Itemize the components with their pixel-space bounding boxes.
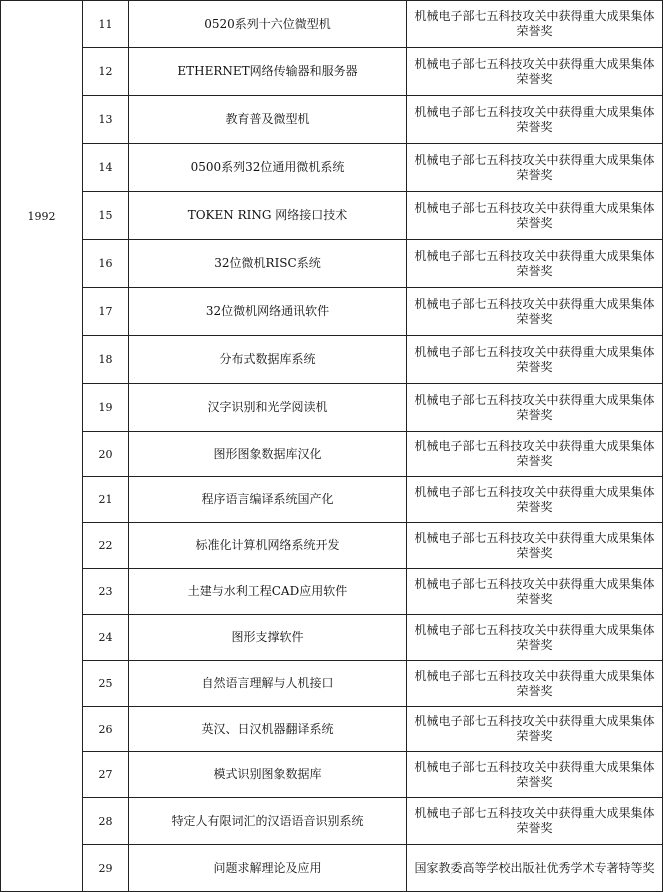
project-title-cell: 32位微机网络通讯软件	[129, 288, 407, 336]
project-title-cell: 汉字识别和光学阅读机	[129, 384, 407, 432]
year-cell: 1992	[1, 1, 83, 892]
row-number-cell: 26	[83, 707, 129, 752]
row-number-cell: 12	[83, 48, 129, 96]
row-number-cell: 24	[83, 615, 129, 661]
award-cell: 机械电子部七五科技攻关中获得重大成果集体荣誉奖	[407, 477, 663, 523]
project-title-cell: 0520系列十六位微型机	[129, 1, 407, 48]
row-number-cell: 20	[83, 432, 129, 477]
table-row	[1, 752, 663, 798]
award-cell: 机械电子部七五科技攻关中获得重大成果集体荣誉奖	[407, 798, 663, 845]
award-cell: 机械电子部七五科技攻关中获得重大成果集体荣誉奖	[407, 192, 663, 240]
row-number-cell: 28	[83, 798, 129, 845]
row-number-cell: 21	[83, 477, 129, 523]
project-title-cell: 32位微机RISC系统	[129, 240, 407, 288]
project-title-cell: 图形图象数据库汉化	[129, 432, 407, 477]
award-cell: 机械电子部七五科技攻关中获得重大成果集体荣誉奖	[407, 96, 663, 144]
row-number-cell: 19	[83, 384, 129, 432]
award-cell: 机械电子部七五科技攻关中获得重大成果集体荣誉奖	[407, 569, 663, 615]
project-title-cell: 土建与水利工程CAD应用软件	[129, 569, 407, 615]
award-cell: 机械电子部七五科技攻关中获得重大成果集体荣誉奖	[407, 48, 663, 96]
row-number-cell: 22	[83, 523, 129, 569]
project-title-cell: 英汉、日汉机器翻译系统	[129, 707, 407, 752]
row-number-cell: 16	[83, 240, 129, 288]
award-cell: 机械电子部七五科技攻关中获得重大成果集体荣誉奖	[407, 336, 663, 384]
project-title-cell: 分布式数据库系统	[129, 336, 407, 384]
table-row	[1, 523, 663, 569]
project-title-cell: 教育普及微型机	[129, 96, 407, 144]
project-title-cell: 特定人有限词汇的汉语语音识别系统	[129, 798, 407, 845]
table-row	[1, 615, 663, 661]
award-cell: 机械电子部七五科技攻关中获得重大成果集体荣誉奖	[407, 615, 663, 661]
award-cell: 机械电子部七五科技攻关中获得重大成果集体荣誉奖	[407, 707, 663, 752]
project-title-cell: 图形支撑软件	[129, 615, 407, 661]
project-title-cell: 问题求解理论及应用	[129, 845, 407, 892]
table-row	[1, 96, 663, 144]
project-title-cell: 标准化计算机网络系统开发	[129, 523, 407, 569]
table-row	[1, 48, 663, 96]
row-number-cell: 29	[83, 845, 129, 892]
table-row	[1, 144, 663, 192]
table-row	[1, 798, 663, 845]
table-row	[1, 240, 663, 288]
table-row	[1, 432, 663, 477]
table-row	[1, 477, 663, 523]
row-number-cell: 15	[83, 192, 129, 240]
award-cell: 机械电子部七五科技攻关中获得重大成果集体荣誉奖	[407, 752, 663, 798]
award-cell: 机械电子部七五科技攻关中获得重大成果集体荣誉奖	[407, 661, 663, 707]
table-row	[1, 661, 663, 707]
project-title-cell: 自然语言理解与人机接口	[129, 661, 407, 707]
table-row	[1, 707, 663, 752]
row-number-cell: 13	[83, 96, 129, 144]
award-cell: 机械电子部七五科技攻关中获得重大成果集体荣誉奖	[407, 144, 663, 192]
row-number-cell: 23	[83, 569, 129, 615]
project-title-cell: TOKEN RING 网络接口技术	[129, 192, 407, 240]
row-number-cell: 11	[83, 1, 129, 48]
row-number-cell: 18	[83, 336, 129, 384]
award-cell: 机械电子部七五科技攻关中获得重大成果集体荣誉奖	[407, 288, 663, 336]
table-row	[1, 336, 663, 384]
table-row	[1, 845, 663, 892]
row-number-cell: 27	[83, 752, 129, 798]
row-number-cell: 14	[83, 144, 129, 192]
row-number-cell: 25	[83, 661, 129, 707]
project-title-cell: 程序语言编译系统国产化	[129, 477, 407, 523]
table-row	[1, 288, 663, 336]
project-title-cell: 模式识别图象数据库	[129, 752, 407, 798]
table-row	[1, 384, 663, 432]
project-title-cell: ETHERNET网络传输器和服务器	[129, 48, 407, 96]
row-number-cell: 17	[83, 288, 129, 336]
project-title-cell: 0500系列32位通用微机系统	[129, 144, 407, 192]
award-cell: 机械电子部七五科技攻关中获得重大成果集体荣誉奖	[407, 523, 663, 569]
award-cell: 机械电子部七五科技攻关中获得重大成果集体荣誉奖	[407, 432, 663, 477]
award-cell: 机械电子部七五科技攻关中获得重大成果集体荣誉奖	[407, 384, 663, 432]
award-cell: 机械电子部七五科技攻关中获得重大成果集体荣誉奖	[407, 1, 663, 48]
award-cell: 国家教委高等学校出版社优秀学术专著特等奖	[407, 845, 663, 892]
table-row	[1, 569, 663, 615]
table-row	[1, 1, 663, 48]
table-row	[1, 192, 663, 240]
award-cell: 机械电子部七五科技攻关中获得重大成果集体荣誉奖	[407, 240, 663, 288]
awards-table-body	[1, 1, 663, 892]
